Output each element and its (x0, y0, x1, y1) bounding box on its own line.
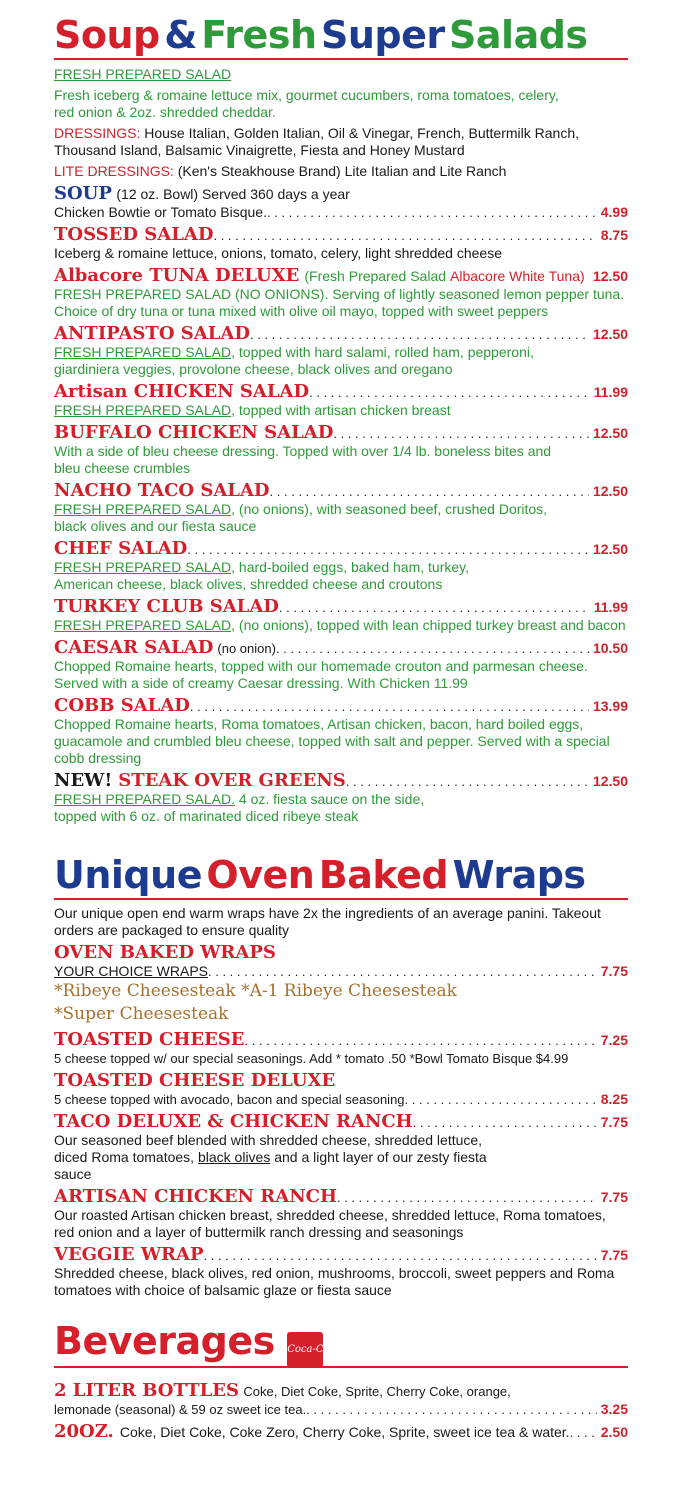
leader-dots (279, 600, 590, 615)
nacho-desc (54, 501, 574, 535)
menu-item-nacho-taco-salad (54, 480, 628, 535)
tuna-desc-b: Serving of lightly seasoned lemon pepper tuna. Choice of dry tuna or tuna mixed with olive oil mayo, topped with sweet peppers (54, 286, 625, 319)
antipasto-desc-text: , topped with hard salami, rolled ham, pepperoni, giardiniera veggies, provolone cheese, black olives and oregano (54, 344, 534, 377)
salads-header (54, 13, 628, 57)
fresh-prepared-label: FRESH PREPARED SALAD (54, 66, 232, 82)
chef-desc (54, 559, 504, 593)
toasted-deluxe-desc: 5 cheese topped with avocado, bacon and special seasoning (54, 1092, 405, 1107)
menu-item-2-liter (54, 1380, 628, 1418)
turkey-price: 11.99 (593, 599, 628, 615)
turkey-desc-text: , (no onions), topped with lean chipped turkey breast and bacon (231, 617, 626, 633)
dressings-text: House Italian, Golden Italian, Oil & Vinegar, French, Buttermilk Ranch, Thousand Island, Balsamic Vinaigrette, Fiesta and Honey Mustard (54, 125, 579, 158)
toasted-deluxe-price: 8.25 (600, 1091, 628, 1107)
liter-price: 3.25 (600, 1401, 628, 1417)
menu-item-taco-deluxe (54, 1111, 628, 1183)
leader-dots (413, 1115, 597, 1130)
buffalo-price: 12.50 (592, 425, 628, 441)
choice-wraps-label: YOUR CHOICE WRAPS (54, 963, 209, 979)
lite-dressings (54, 163, 628, 180)
nacho-name: NACHO TACO SALAD (54, 480, 270, 501)
steak-new-badge: NEW! (54, 770, 113, 791)
leader-dots (208, 963, 597, 980)
leader-dots (270, 484, 589, 499)
fresh-prepared-desc: Fresh iceberg & romaine lettuce mix, gourmet cucumbers, roma tomatoes, celery, red onion & 2oz. shredded cheddar. (54, 87, 559, 120)
veggie-desc: Shredded cheese, black olives, red onion, mushrooms, broccoli, sweet peppers and Roma tomatoes with choice of balsamic glaze or fiesta sauce (54, 1265, 615, 1298)
menu-item-toasted-cheese-deluxe (54, 1070, 628, 1108)
oz-name: 20OZ. (54, 1421, 114, 1442)
wraps-header (54, 853, 628, 897)
salads-title-super: Super (320, 13, 445, 57)
leader-dots (570, 1425, 597, 1440)
beverages-header (54, 1319, 628, 1368)
wraps-section (54, 905, 628, 1299)
artisan-salad-link: FRESH PREPARED SALAD (54, 402, 232, 418)
lite-dressings-text: (Ken's Steakhouse Brand) Lite Italian and Lite Ranch (177, 163, 507, 179)
chef-name: CHEF SALAD (54, 538, 188, 559)
menu-item-antipasto-salad (54, 323, 628, 378)
liter-desc-a: Coke, Diet Coke, Sprite, Cherry Coke, orange, (243, 1384, 511, 1399)
toasted-price: 7.25 (600, 1032, 628, 1048)
beverages-divider (54, 1366, 628, 1368)
toasted-desc: 5 cheese topped w/ our special seasonings. Add * tomato .50 *Bowl Tomato Bisque $4.99 (54, 1051, 569, 1066)
tuna-name: Albacore TUNA DELUXE (54, 265, 300, 286)
cobb-name: COBB SALAD (54, 695, 190, 716)
chef-price: 12.50 (592, 541, 628, 557)
nacho-price: 12.50 (592, 483, 628, 499)
leader-dots (250, 327, 589, 342)
menu-item-oven-baked-wraps (54, 942, 628, 1026)
taco-desc-b: and a light layer of our zesty fiesta sauce (54, 1149, 487, 1182)
dressings (54, 125, 628, 159)
menu-item-tossed-salad (54, 224, 628, 262)
veggie-name: VEGGIE WRAP (54, 1244, 204, 1265)
leader-dots (337, 1190, 597, 1205)
menu-item-tuna-deluxe (54, 265, 628, 320)
caesar-price: 10.50 (592, 640, 628, 656)
leader-dots (267, 204, 597, 221)
oz-price: 2.50 (600, 1424, 628, 1440)
antipasto-price: 12.50 (592, 326, 628, 342)
artisan-ranch-name: ARTISAN CHICKEN RANCH (54, 1186, 337, 1207)
soup-desc: Chicken Bowtie or Tomato Bisque. (54, 204, 267, 220)
antipasto-link: FRESH PREPARED SALAD (54, 344, 232, 360)
menu-item-soup (54, 183, 628, 221)
leader-dots (276, 641, 589, 656)
leader-dots (306, 1401, 597, 1418)
menu-item-steak-over-greens (54, 770, 628, 825)
taco-desc-a: Our seasoned beef blended with shredded cheese, shredded lettuce, diced Roma tomatoes, (54, 1132, 483, 1165)
salads-title-fresh: Fresh (201, 13, 317, 57)
wraps-divider (54, 898, 628, 900)
taco-name: TACO DELUXE & CHICKEN RANCH (54, 1111, 413, 1132)
leader-dots (333, 426, 589, 441)
leader-dots (309, 385, 590, 400)
liter-desc-b: lemonade (seasonal) & 59 oz sweet ice tea. (54, 1402, 307, 1417)
menu-item-chef-salad (54, 538, 628, 593)
caesar-note: (no onion) (217, 641, 276, 656)
oven-baked-name: OVEN BAKED WRAPS (54, 942, 276, 963)
turkey-link: FRESH PREPARED SALAD (54, 617, 232, 633)
leader-dots (213, 228, 596, 243)
artisan-salad-desc-text: , topped with artisan chicken breast (231, 402, 451, 418)
toasted-deluxe-name: TOASTED CHEESE DELUXE (54, 1070, 336, 1091)
menu-item-artisan-chicken-ranch (54, 1186, 628, 1241)
dressings-label: DRESSINGS: (54, 125, 141, 141)
salads-section (54, 66, 628, 825)
antipasto-desc (54, 344, 574, 378)
salads-title-amp: & (164, 13, 197, 57)
tossed-name: TOSSED SALAD (54, 224, 214, 245)
menu-item-veggie-wrap (54, 1244, 628, 1299)
wraps-title-baked: Baked (318, 853, 449, 897)
buffalo-desc: With a side of bleu cheese dressing. Topped with over 1/4 lb. boneless bites and bleu cheese crumbles (54, 443, 552, 476)
tuna-desc-a: FRESH PREPARED SALAD (NO ONIONS). (54, 286, 329, 302)
wraps-intro: Our unique open end warm wraps have 2x the ingredients of an average panini. Takeout orders are packaged to ensure quality (54, 905, 601, 938)
antipasto-name: ANTIPASTO SALAD (54, 323, 250, 344)
leader-dots (405, 1091, 597, 1108)
beverages-section (54, 1380, 628, 1442)
choice-wraps-line-1: *Ribeye Cheesesteak *A-1 Ribeye Cheesesteak (54, 981, 457, 1001)
menu-item-20oz (54, 1421, 628, 1442)
wraps-title-unique: Unique (54, 853, 202, 897)
taco-desc-u: black olives (197, 1149, 271, 1165)
beverages-title: Beverages (54, 1319, 275, 1363)
nacho-desc-text: , (no onions), with seasoned beef, crushed Doritos, black olives and our fiesta sauce (54, 501, 548, 534)
chef-desc-text: , hard-boiled eggs, baked ham, turkey, American cheese, black olives, shredded cheese and croutons (54, 559, 470, 592)
cobb-desc: Chopped Romaine hearts, Roma tomatoes, Artisan chicken, bacon, hard boiled eggs, guacamole and crumbled bleu cheese, topped with salt and pepper. Served with a special cobb dressing (54, 716, 610, 766)
steak-desc (54, 791, 454, 825)
menu-item-turkey-club-salad (54, 596, 628, 634)
liter-name: 2 LITER BOTTLES (54, 1380, 239, 1401)
soup-price: 4.99 (600, 204, 628, 220)
soup-note: (12 oz. Bowl) Served 360 days a year (116, 186, 350, 202)
lite-dressings-label: LITE DRESSINGS: (54, 163, 174, 179)
artisan-salad-name: Artisan CHICKEN SALAD (54, 381, 310, 402)
tossed-price: 8.75 (600, 227, 628, 243)
steak-price: 12.50 (592, 773, 628, 789)
artisan-ranch-desc: Our roasted Artisan chicken breast, shredded cheese, shredded lettuce, Roma tomatoes, red onion and a layer of buttermilk ranch dressing and seasonings (54, 1207, 606, 1240)
turkey-desc (54, 617, 628, 634)
tossed-desc: Iceberg & romaine lettuce, onions, tomato, celery, light shredded cheese (54, 245, 502, 261)
toasted-name: TOASTED CHEESE (54, 1029, 245, 1050)
leader-dots (190, 699, 589, 714)
caesar-desc: Chopped Romaine hearts, topped with our homemade crouton and parmesan cheese. Served with a side of creamy Caesar dressing. With Chicken 11.99 (54, 658, 588, 691)
menu-item-toasted-cheese (54, 1029, 628, 1067)
artisan-ranch-price: 7.75 (600, 1189, 628, 1205)
buffalo-name: BUFFALO CHICKEN SALAD (54, 422, 334, 443)
tuna-note-b: Albacore White Tuna) (450, 268, 585, 284)
tuna-desc (54, 286, 628, 320)
choice-wraps-line-2: *Super Cheesesteak (54, 1004, 229, 1024)
menu-item-cobb-salad (54, 695, 628, 767)
taco-price: 7.75 (600, 1114, 628, 1130)
steak-desc-text: 4 oz. fiesta sauce on the side, topped with 6 oz. of marinated diced ribeye steak (54, 791, 425, 824)
tuna-price: 12.50 (592, 268, 628, 284)
leader-dots (204, 1248, 597, 1263)
oz-desc: Coke, Diet Coke, Coke Zero, Cherry Coke, Sprite, sweet ice tea & water. (119, 1424, 570, 1440)
menu-item-artisan-chicken-salad (54, 381, 628, 419)
soup-name: SOUP (54, 183, 112, 204)
tuna-note-a: (Fresh Prepared Salad (304, 268, 447, 284)
steak-link: FRESH PREPARED SALAD. (54, 791, 236, 807)
salads-divider (54, 58, 628, 60)
turkey-name: TURKEY CLUB SALAD (54, 596, 279, 617)
chef-link: FRESH PREPARED SALAD (54, 559, 232, 575)
menu-item-buffalo-chicken-salad (54, 422, 628, 477)
coca-cola-logo: Coca-Cola (287, 1332, 323, 1368)
leader-dots (245, 1033, 597, 1048)
wraps-title-wraps: Wraps (452, 853, 586, 897)
artisan-salad-price: 11.99 (593, 384, 628, 400)
caesar-name: CAESAR SALAD (54, 637, 214, 658)
leader-dots (346, 774, 589, 789)
veggie-price: 7.75 (600, 1247, 628, 1263)
artisan-salad-desc (54, 402, 628, 419)
wraps-title-oven: Oven (206, 853, 315, 897)
steak-name: STEAK OVER GREENS (118, 770, 346, 791)
choice-wraps-price: 7.75 (600, 963, 628, 979)
salads-title-salads: Salads (449, 13, 588, 57)
salads-title-soup: Soup (54, 13, 160, 57)
cobb-price: 13.99 (592, 698, 628, 714)
nacho-link: FRESH PREPARED SALAD (54, 501, 232, 517)
taco-desc (54, 1132, 494, 1183)
menu-item-caesar-salad (54, 637, 628, 692)
leader-dots (187, 542, 589, 557)
